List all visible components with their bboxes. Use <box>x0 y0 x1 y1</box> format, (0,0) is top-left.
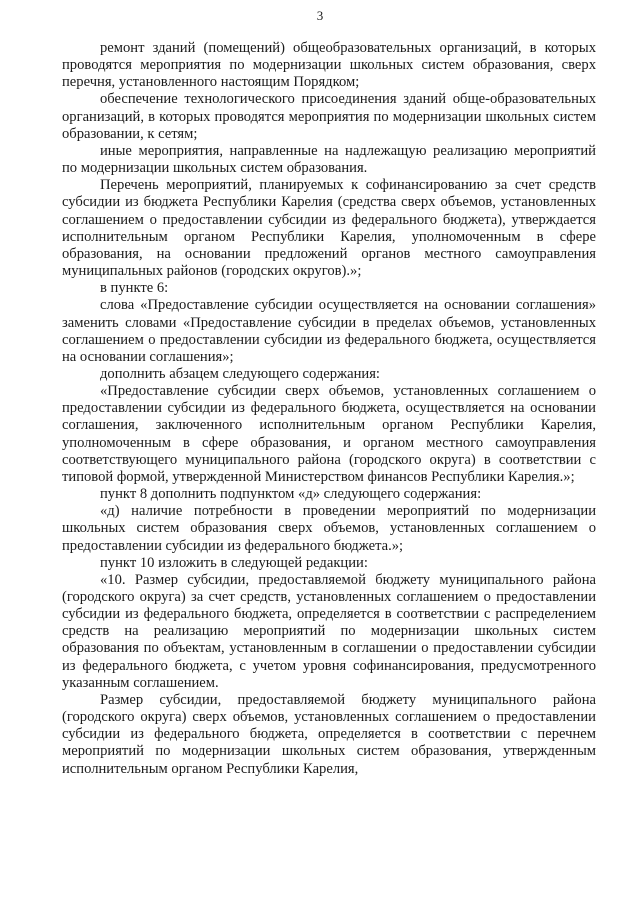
paragraph-subsidy-size-federal: «10. Размер субсидии, предоставляемой бюджету муниципального района (городского округа) за счет средств, установленных соглашением о предоставлении субсидии из федерального бюджета, определяется в соответствии с распределением средств на реализацию мероприятий по модернизации школьных систем образования по объектам, установленным в соглашении о предоставлении субсидии из федерального бюджета, с учетом уровня софинансирования, предусмотренного указанным соглашением. <box>62 571 596 691</box>
paragraph-measures-list: Перечень мероприятий, планируемых к софинансированию за счет средств субсидии из бюджета Республики Карелия (средства сверх объемов, установленных соглашением о предоставлении субсидии из федерального бюджета), утверждается исполнительным органом Республики Карелия, уполномоченным в сфере образования, на основании предложений органов местного самоуправления муниципальных районов (городских округов).»; <box>62 177 596 280</box>
paragraph-point-6: в пункте 6: <box>100 280 169 297</box>
page-number: 3 <box>316 8 324 23</box>
paragraph-point-8: пункт 8 дополнить подпунктом «д» следующего содержания: <box>100 486 482 503</box>
document-body <box>62 40 596 778</box>
paragraph-repair-buildings: ремонт зданий (помещений) общеобразовательных организаций, в которых проводятся мероприятия по модернизации школьных систем образования, сверх перечня, установленного настоящим Порядком; <box>62 40 596 91</box>
paragraph-tech-connection: обеспечение технологического присоединения зданий обще-образовательных организаций, в которых проводятся мероприятия по модернизации школьных систем образовании, к сетям; <box>62 91 596 142</box>
paragraph-add-clause: дополнить абзацем следующего содержания: <box>100 365 380 382</box>
paragraph-replace-words: слова «Предоставление субсидии осуществляется на основании соглашения» заменить словами «Предоставление субсидии в пределах объемов, установленных соглашением о предоставлении субсидии из федерального бюджета, осуществляется на основании соглашения»; <box>62 297 596 365</box>
paragraph-other-measures: иные мероприятия, направленные на надлежащую реализацию мероприятий по модернизации школьных систем образования. <box>62 142 596 177</box>
paragraph-subsidy-size-extra: Размер субсидии, предоставляемой бюджету муниципального района (городского округа) сверх объемов, установленных соглашением о предоставлении субсидии из федерального бюджета, определяется в соответствии с перечнем мероприятий по модернизации школьных систем образования, утвержденным исполнительным органом Республики Карелия, <box>62 691 596 777</box>
paragraph-subsidy-agreement: «Предоставление субсидии сверх объемов, установленных соглашением о предоставлении субсидии из федерального бюджета, осуществляется на основании соглашения, заключенного исполнительным органом Республики Карелия, уполномоченным в сфере образования, и органом местного самоуправления соответствующего муниципального района (городского округа) в соответствии с типовой формой, утвержденной Министерством финансов Республики Карелия.»; <box>62 383 596 485</box>
paragraph-subpoint-d: «д) наличие потребности в проведении мероприятий по модернизации школьных систем образования сверх объемов, установленных соглашением о предоставлении субсидии из федерального бюджета.»; <box>62 503 596 554</box>
paragraph-point-10: пункт 10 изложить в следующей редакции: <box>100 554 368 571</box>
